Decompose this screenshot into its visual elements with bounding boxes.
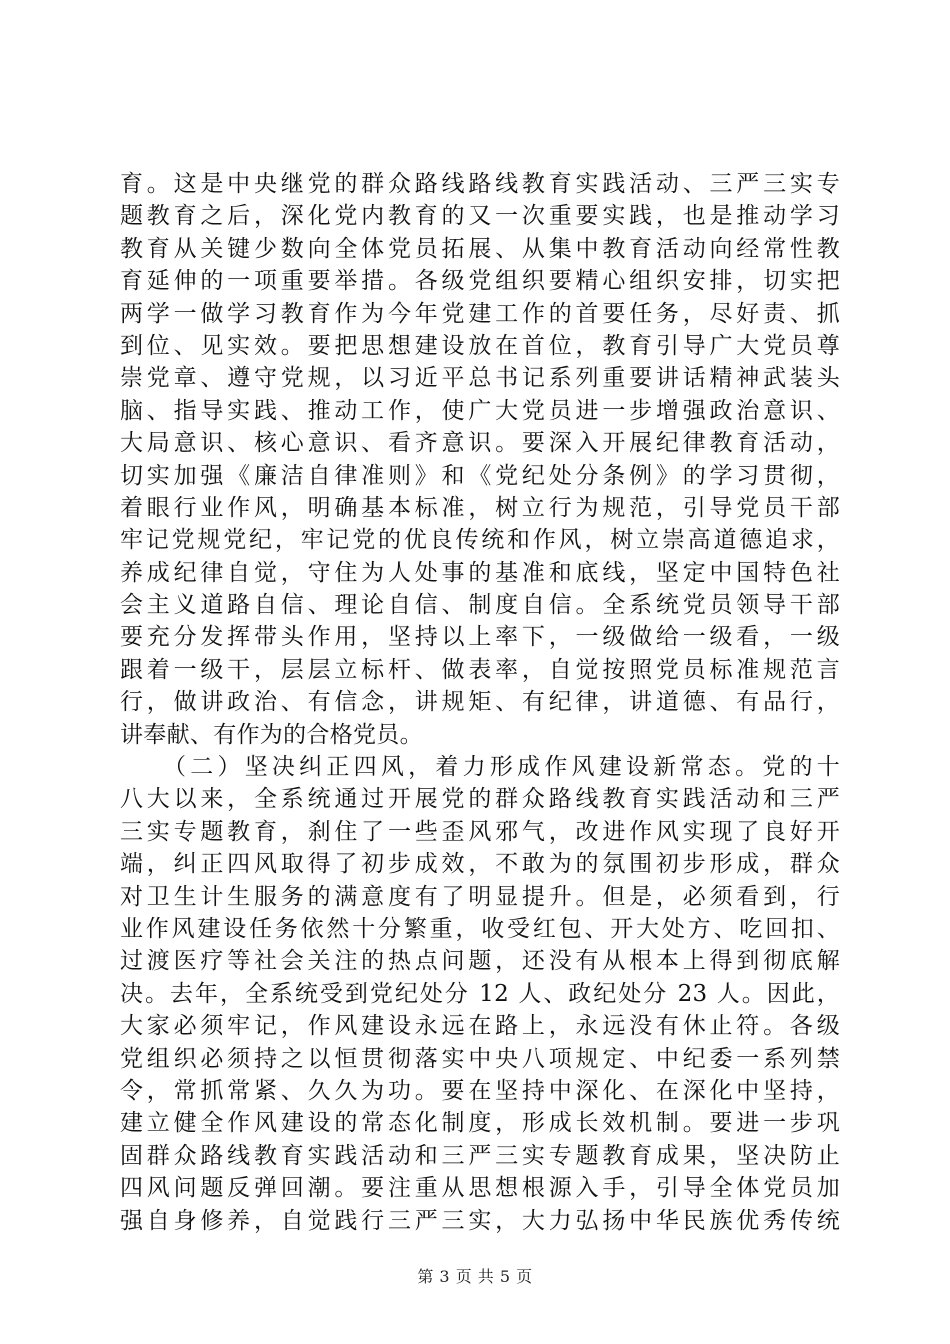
text-line: 跟着一级干，层层立标杆、做表率，自觉按照党员标准规范言 xyxy=(120,656,840,683)
text-line: 端，纠正四风取得了初步成效，不敢为的氛围初步形成，群众 xyxy=(120,851,840,878)
text-line: 令，常抓常紧、久久为功。要在坚持中深化、在深化中坚持， xyxy=(120,1077,840,1104)
text-line: 决。去年，全系统受到党纪处分 12 人、政纪处分 23 人。因此， xyxy=(120,980,840,1007)
text-line: 脑、指导实践、推动工作，使广大党员进一步增强政治意识、 xyxy=(120,397,840,424)
text-line: 到位、见实效。要把思想建设放在首位，教育引导广大党员尊 xyxy=(120,332,840,359)
text-line: （二）坚决纠正四风，着力形成作风建设新常态。党的十 xyxy=(120,754,840,781)
document-body xyxy=(120,168,840,1237)
text-line: 育。这是中央继党的群众路线路线教育实践活动、三严三实专 xyxy=(120,171,840,197)
text-line: 育延伸的一项重要举措。各级党组织要精心组织安排，切实把 xyxy=(120,268,840,295)
page-footer xyxy=(0,1264,950,1287)
text-line: 强自身修养，自觉践行三严三实，大力弘扬中华民族优秀传统 xyxy=(120,1207,840,1234)
text-line: 讲奉献、有作为的合格党员。 xyxy=(120,721,423,748)
text-line: 切实加强《廉洁自律准则》和《党纪处分条例》的学习贯彻， xyxy=(120,462,840,489)
text-line: 对卫生计生服务的满意度有了明显提升。但是，必须看到，行 xyxy=(120,883,840,910)
text-line: 会主义道路自信、理论自信、制度自信。全系统党员领导干部 xyxy=(120,592,840,619)
text-line: 党组织必须持之以恒贯彻落实中央八项规定、中纪委一系列禁 xyxy=(120,1045,840,1072)
text-line: 大局意识、核心意识、看齐意识。要深入开展纪律教育活动， xyxy=(120,430,840,457)
text-line: 两学一做学习教育作为今年党建工作的首要任务，尽好责、抓 xyxy=(120,300,840,327)
text-line: 固群众路线教育实践活动和三严三实专题教育成果，坚决防止 xyxy=(120,1142,840,1169)
text-line: 四风问题反弹回潮。要注重从思想根源入手，引导全体党员加 xyxy=(120,1175,840,1202)
text-line: 要充分发挥带头作用，坚持以上率下，一级做给一级看，一级 xyxy=(120,624,840,651)
text-line: 崇党章、遵守党规，以习近平总书记系列重要讲话精神武装头 xyxy=(120,365,840,392)
text-line: 三实专题教育，刹住了一些歪风邪气，改进作风实现了良好开 xyxy=(120,818,840,845)
text-line: 教育从关键少数向全体党员拓展、从集中教育活动向经常性教 xyxy=(120,235,840,262)
text-line: 八大以来，全系统通过开展党的群众路线教育实践活动和三严 xyxy=(120,786,840,813)
text-line: 业作风建设任务依然十分繁重，收受红包、开大处方、吃回扣、 xyxy=(120,915,840,942)
text-line: 建立健全作风建设的常态化制度，形成长效机制。要进一步巩 xyxy=(120,1110,840,1137)
text-line: 行，做讲政治、有信念，讲规矩、有纪律，讲道德、有品行， xyxy=(120,689,840,716)
text-line: 牢记党规党纪，牢记党的优良传统和作风，树立崇高道德追求， xyxy=(120,527,840,554)
text-line: 着眼行业作风，明确基本标准，树立行为规范，引导党员干部 xyxy=(120,494,840,521)
text-line: 养成纪律自觉，守住为人处事的基准和底线，坚定中国特色社 xyxy=(120,559,840,586)
text-line: 题教育之后，深化党内教育的又一次重要实践，也是推动学习 xyxy=(120,203,840,230)
page-number-label: 第 3 页 共 5 页 xyxy=(417,1267,533,1286)
text-line: 大家必须牢记，作风建设永远在路上，永远没有休止符。各级 xyxy=(120,1013,840,1040)
text-line: 过渡医疗等社会关注的热点问题，还没有从根本上得到彻底解 xyxy=(120,948,840,975)
